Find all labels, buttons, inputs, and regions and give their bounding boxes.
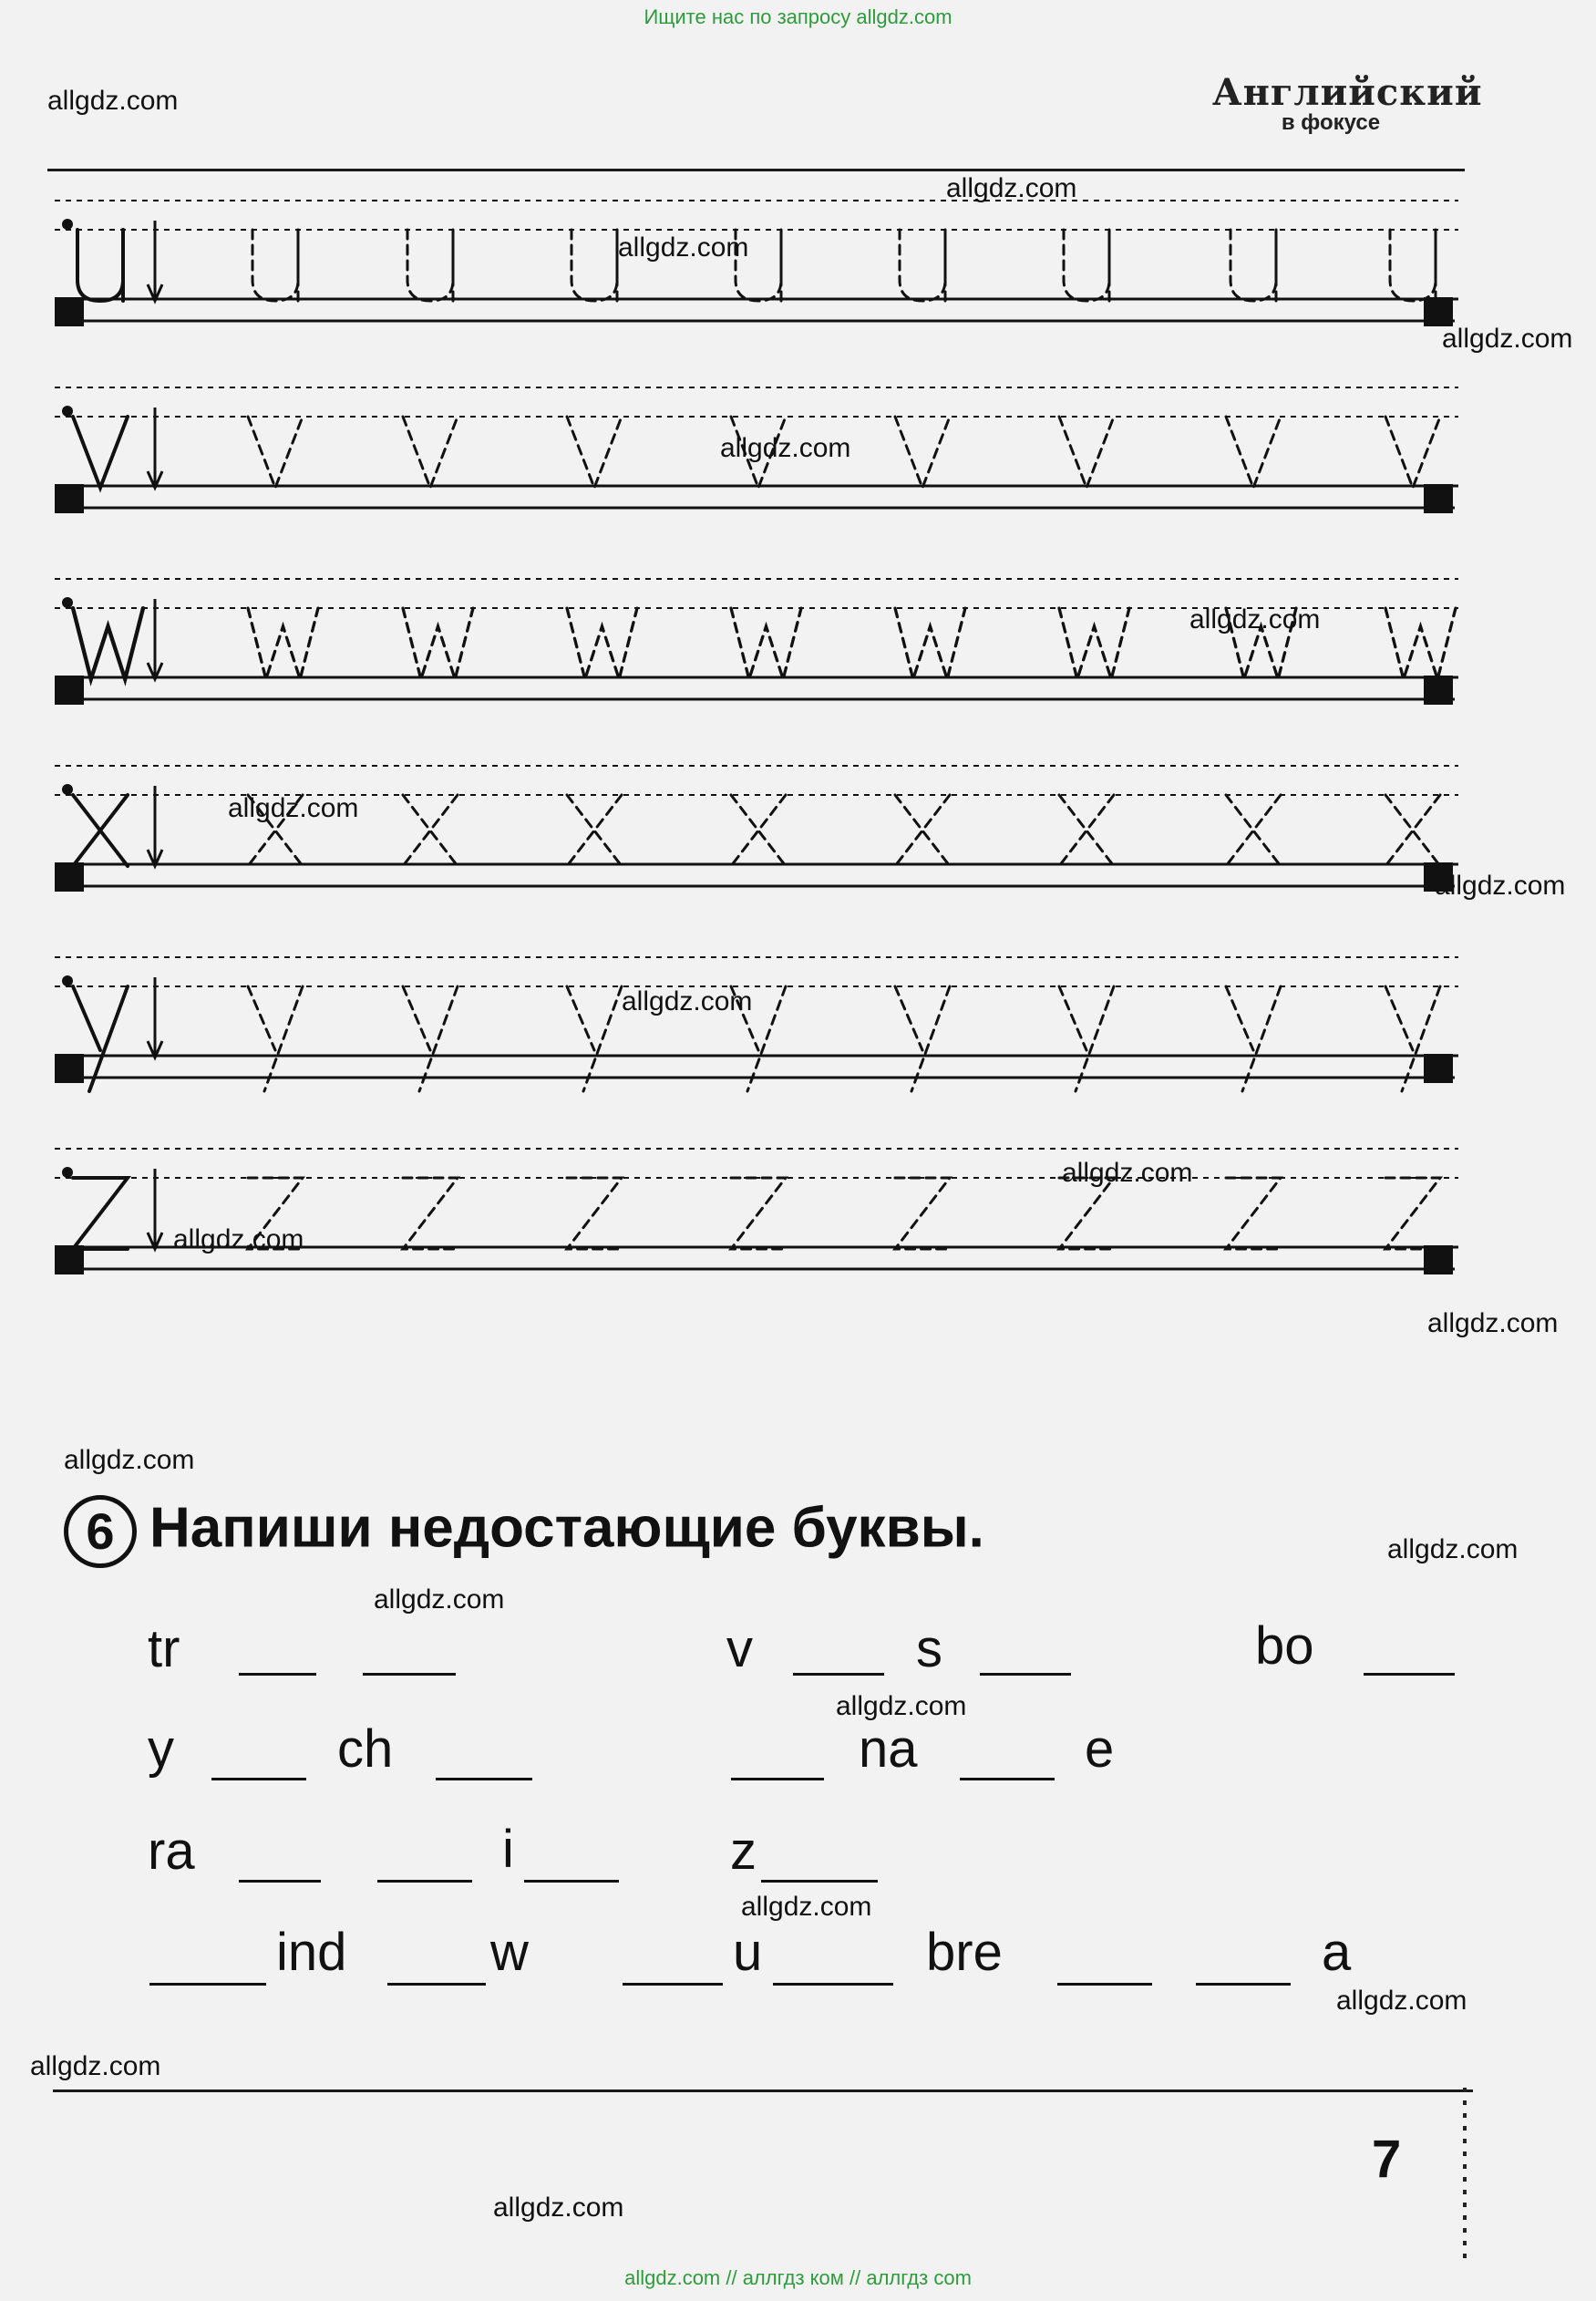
watermark: allgdz.com — [47, 86, 179, 116]
traced-letter-u — [571, 230, 617, 301]
line-end-block — [1424, 297, 1453, 326]
traced-letter-y — [1226, 986, 1281, 1091]
answer-blank[interactable] — [1196, 1983, 1291, 1986]
traced-letter-w — [73, 608, 143, 679]
answer-blank[interactable] — [363, 1673, 456, 1676]
watermark: allgdz.com — [374, 1584, 505, 1615]
traced-letter-y — [1059, 986, 1114, 1091]
bottom-rule — [53, 2089, 1473, 2092]
answer-blank[interactable] — [623, 1983, 723, 1986]
stroke-direction-arrow — [148, 786, 162, 866]
answer-blank[interactable] — [731, 1778, 824, 1780]
task6-fragment: v — [726, 1619, 753, 1678]
traced-letter-x — [1226, 795, 1281, 866]
traced-letter-y — [403, 986, 458, 1091]
task6-fragment: a — [1322, 1923, 1352, 1982]
traced-letter-x — [731, 795, 786, 866]
task6-fragment: na — [859, 1719, 918, 1779]
stroke-start-dot — [62, 784, 73, 795]
watermark: allgdz.com — [1387, 1534, 1519, 1564]
traced-letter-z — [73, 1178, 128, 1249]
header-note[interactable]: Ищите нас по запросу allgdz.com — [644, 5, 952, 28]
traced-letter-z — [895, 1178, 950, 1249]
page-number: 7 — [1372, 2130, 1402, 2189]
watermark: allgdz.com — [741, 1892, 872, 1922]
watermark: allgdz.com — [1442, 324, 1573, 354]
traced-letter-y — [248, 986, 303, 1091]
traced-letter-v — [1059, 417, 1114, 488]
footer-note[interactable]: allgdz.com // аллгдз ком // аллгдз com — [624, 2266, 972, 2289]
traced-letter-w — [895, 608, 965, 679]
traced-letter-u — [1064, 230, 1109, 301]
task6-fragment: bo — [1255, 1616, 1314, 1676]
traced-letter-w — [403, 608, 473, 679]
traced-letter-x — [1385, 795, 1440, 866]
traced-letter-v — [248, 417, 303, 488]
watermark: allgdz.com — [1427, 1308, 1559, 1338]
traced-letter-u — [77, 230, 123, 301]
stroke-start-dot — [62, 1167, 73, 1178]
stroke-direction-arrow — [148, 221, 162, 301]
task6-fragment: u — [733, 1923, 763, 1982]
watermark: allgdz.com — [64, 1445, 195, 1475]
line-end-block — [55, 676, 84, 705]
line-end-block — [55, 862, 84, 892]
task6-title: Напиши недостающие буквы. — [149, 1496, 984, 1560]
watermark: allgdz.com — [173, 1224, 304, 1254]
traced-letter-w — [731, 608, 801, 679]
traced-letter-u — [407, 230, 453, 301]
answer-blank[interactable] — [773, 1983, 893, 1986]
watermark: allgdz.com — [622, 986, 753, 1016]
stroke-start-dot — [62, 975, 73, 986]
answer-blank[interactable] — [239, 1673, 316, 1676]
line-end-block — [1424, 484, 1453, 513]
watermark: allgdz.com — [946, 173, 1077, 203]
traced-letter-y — [895, 986, 950, 1091]
traced-letter-v — [73, 417, 128, 488]
traced-letter-v — [567, 417, 622, 488]
stroke-start-dot — [62, 219, 73, 230]
traced-letter-x — [895, 795, 950, 866]
traced-letter-x — [1059, 795, 1114, 866]
answer-blank[interactable] — [793, 1673, 884, 1676]
stroke-start-dot — [62, 406, 73, 417]
traced-letter-u — [1390, 230, 1436, 301]
watermark: allgdz.com — [30, 2051, 161, 2081]
task6-fragment: y — [148, 1719, 174, 1779]
traced-letter-u — [900, 230, 945, 301]
task6-fragment: z — [730, 1821, 757, 1881]
answer-blank[interactable] — [1057, 1983, 1152, 1986]
answer-blank[interactable] — [761, 1880, 878, 1883]
task6-fragment: w — [490, 1923, 529, 1982]
task6-number-badge: 6 — [64, 1495, 137, 1568]
top-rule — [47, 169, 1465, 171]
answer-blank[interactable] — [149, 1983, 266, 1986]
line-end-block — [1424, 676, 1453, 705]
book-logo — [1212, 71, 1483, 136]
answer-blank[interactable] — [524, 1880, 619, 1883]
stroke-direction-arrow — [148, 977, 162, 1058]
traced-letter-x — [73, 795, 128, 866]
answer-blank[interactable] — [436, 1778, 532, 1780]
traced-letter-u — [1230, 230, 1276, 301]
answer-blank[interactable] — [980, 1673, 1071, 1676]
traced-letter-v — [403, 417, 458, 488]
watermark: allgdz.com — [1336, 1986, 1467, 2016]
task6-fragment: ra — [148, 1821, 195, 1881]
answer-blank[interactable] — [239, 1880, 321, 1883]
watermark: allgdz.com — [836, 1691, 967, 1721]
logo-line2: в фокусе — [1281, 110, 1381, 135]
watermark: allgdz.com — [1062, 1158, 1193, 1188]
line-end-block — [55, 1054, 84, 1083]
traced-letter-w — [1059, 608, 1129, 679]
answer-blank[interactable] — [387, 1983, 486, 1986]
traced-letter-y — [567, 986, 622, 1091]
watermark: allgdz.com — [720, 433, 851, 463]
answer-blank[interactable] — [960, 1778, 1055, 1780]
task6-fragment: e — [1085, 1719, 1115, 1779]
task6-fragment: tr — [148, 1619, 180, 1678]
line-end-block — [55, 484, 84, 513]
stroke-direction-arrow — [148, 1169, 162, 1249]
line-end-block — [1424, 1054, 1453, 1083]
stroke-direction-arrow — [148, 408, 162, 488]
task6-fragment: ind — [276, 1923, 347, 1982]
traced-letter-v — [895, 417, 950, 488]
traced-letter-z — [567, 1178, 622, 1249]
letter-practice-area — [0, 182, 1596, 1605]
answer-blank[interactable] — [211, 1778, 306, 1780]
traced-letter-w — [1385, 608, 1456, 679]
traced-letter-z — [403, 1178, 458, 1249]
traced-letter-v — [1385, 417, 1440, 488]
watermark: allgdz.com — [618, 232, 749, 263]
traced-letter-z — [731, 1178, 786, 1249]
answer-blank[interactable] — [1364, 1673, 1455, 1676]
traced-letter-u — [252, 230, 298, 301]
logo-line1: Английский — [1212, 71, 1483, 114]
traced-letter-v — [1226, 417, 1281, 488]
answer-blank[interactable] — [377, 1880, 472, 1883]
watermark: allgdz.com — [228, 793, 359, 823]
line-end-block — [55, 297, 84, 326]
stroke-start-dot — [62, 597, 73, 608]
watermark: allgdz.com — [493, 2193, 624, 2223]
traced-letter-w — [248, 608, 318, 679]
stroke-direction-arrow — [148, 599, 162, 679]
traced-letter-x — [567, 795, 622, 866]
traced-letter-w — [567, 608, 637, 679]
traced-letter-x — [403, 795, 458, 866]
traced-letter-z — [1226, 1178, 1281, 1249]
traced-letter-z — [1385, 1178, 1440, 1249]
task6-fragment: s — [916, 1619, 942, 1678]
task6-heading — [64, 1495, 984, 1568]
watermark: allgdz.com — [1189, 604, 1321, 635]
watermark: allgdz.com — [1435, 871, 1566, 901]
task6-fragment: ch — [337, 1719, 394, 1779]
task6-fragment: bre — [926, 1923, 1003, 1982]
task6-fragment: i — [502, 1820, 514, 1879]
perforation-dots — [1463, 2088, 1467, 2261]
